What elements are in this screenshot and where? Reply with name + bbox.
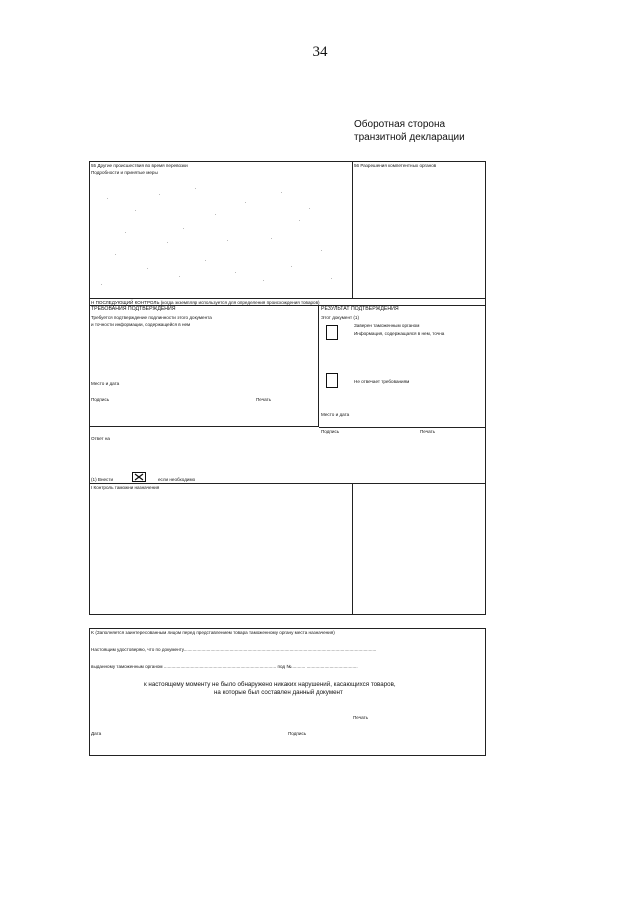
footnote-x-box [132,472,146,482]
requirements-line-1: Требуется подтверждение подлинности этого документа [91,315,212,320]
requirements-place-date: Место и дата [91,381,120,386]
section-k-title: K (Заполняется заинтересованным лицом перед представлением товара таможенному органу места назначения) [91,630,335,635]
requirements-stamp: Печать [256,397,272,402]
answer-label: Ответ на [91,436,110,441]
section-k-statement-1: к настоящему моменту не было обнаружено никаких нарушений, касающихся товаров, [144,681,396,688]
divider-above-i [89,483,486,484]
section-56-title: 56 Разрешения компетентных органов [354,163,437,168]
requirements-line-2: и точности информации, содержащейся в нем [91,322,191,327]
footnote-label: (1) Внести [91,477,114,482]
section-55-subtitle: Подробности и принятые меры [91,170,158,175]
result-place-date: Место и дата [321,412,350,417]
footnote-tail: если необходимо [158,477,196,482]
section-k-signature: Подпись [288,731,307,736]
result-doc-line: Этот документ (1) [321,315,359,320]
result-signature: Подпись [321,429,340,434]
section-k-line-2: выданному таможенным органом ........................................................................................ под №........... ........................................ [91,664,358,669]
requirements-signature: Подпись [91,397,110,402]
requirements-title: ТРЕБОВАНИЯ ПОДТВЕРЖДЕНИЯ [91,306,176,312]
heading-line-1: Оборотная сторона [354,119,446,130]
section-55-background-texture [95,180,345,292]
heading-line-2: транзитной декларации [354,132,465,143]
page-number: 34 [312,44,328,60]
section-k-statement-2: на которые был составлен данный документ [214,689,343,696]
section-55-title: 55 Другие происшествия во время перевозки [91,163,188,168]
section-k-date: Дата [91,731,102,736]
result-option-1-line-1: Заверен таможенным органом [354,323,420,328]
divider-section-i [352,483,353,615]
divider-55-56 [352,161,353,299]
result-title: РЕЗУЛЬТАТ ПОДТВЕРЖДЕНИЯ [321,306,399,312]
section-i-title: I Контроль таможни назначения [91,485,160,490]
section-h-title: H ПОСЛЕДУЮЩИЙ КОНТРОЛЬ (когда экземпляр используется для определения происхождения товаров) [91,299,320,305]
result-stamp: Печать [420,429,436,434]
result-option-1-checkbox[interactable] [326,325,338,340]
result-option-2-label: Не отвечает требованиям [354,379,410,384]
section-k-line-1: Настоящим удостоверяю, что по документу....................................................................................................................................................... [91,647,377,652]
x-mark-icon [133,473,145,481]
result-option-1-line-2: Информация, содержащаяся в нем, точна [354,331,445,336]
divider-result-bottom [319,427,486,428]
form-heading [354,118,465,144]
section-k-stamp: Печать [353,715,369,720]
result-option-2-checkbox[interactable] [326,373,338,388]
